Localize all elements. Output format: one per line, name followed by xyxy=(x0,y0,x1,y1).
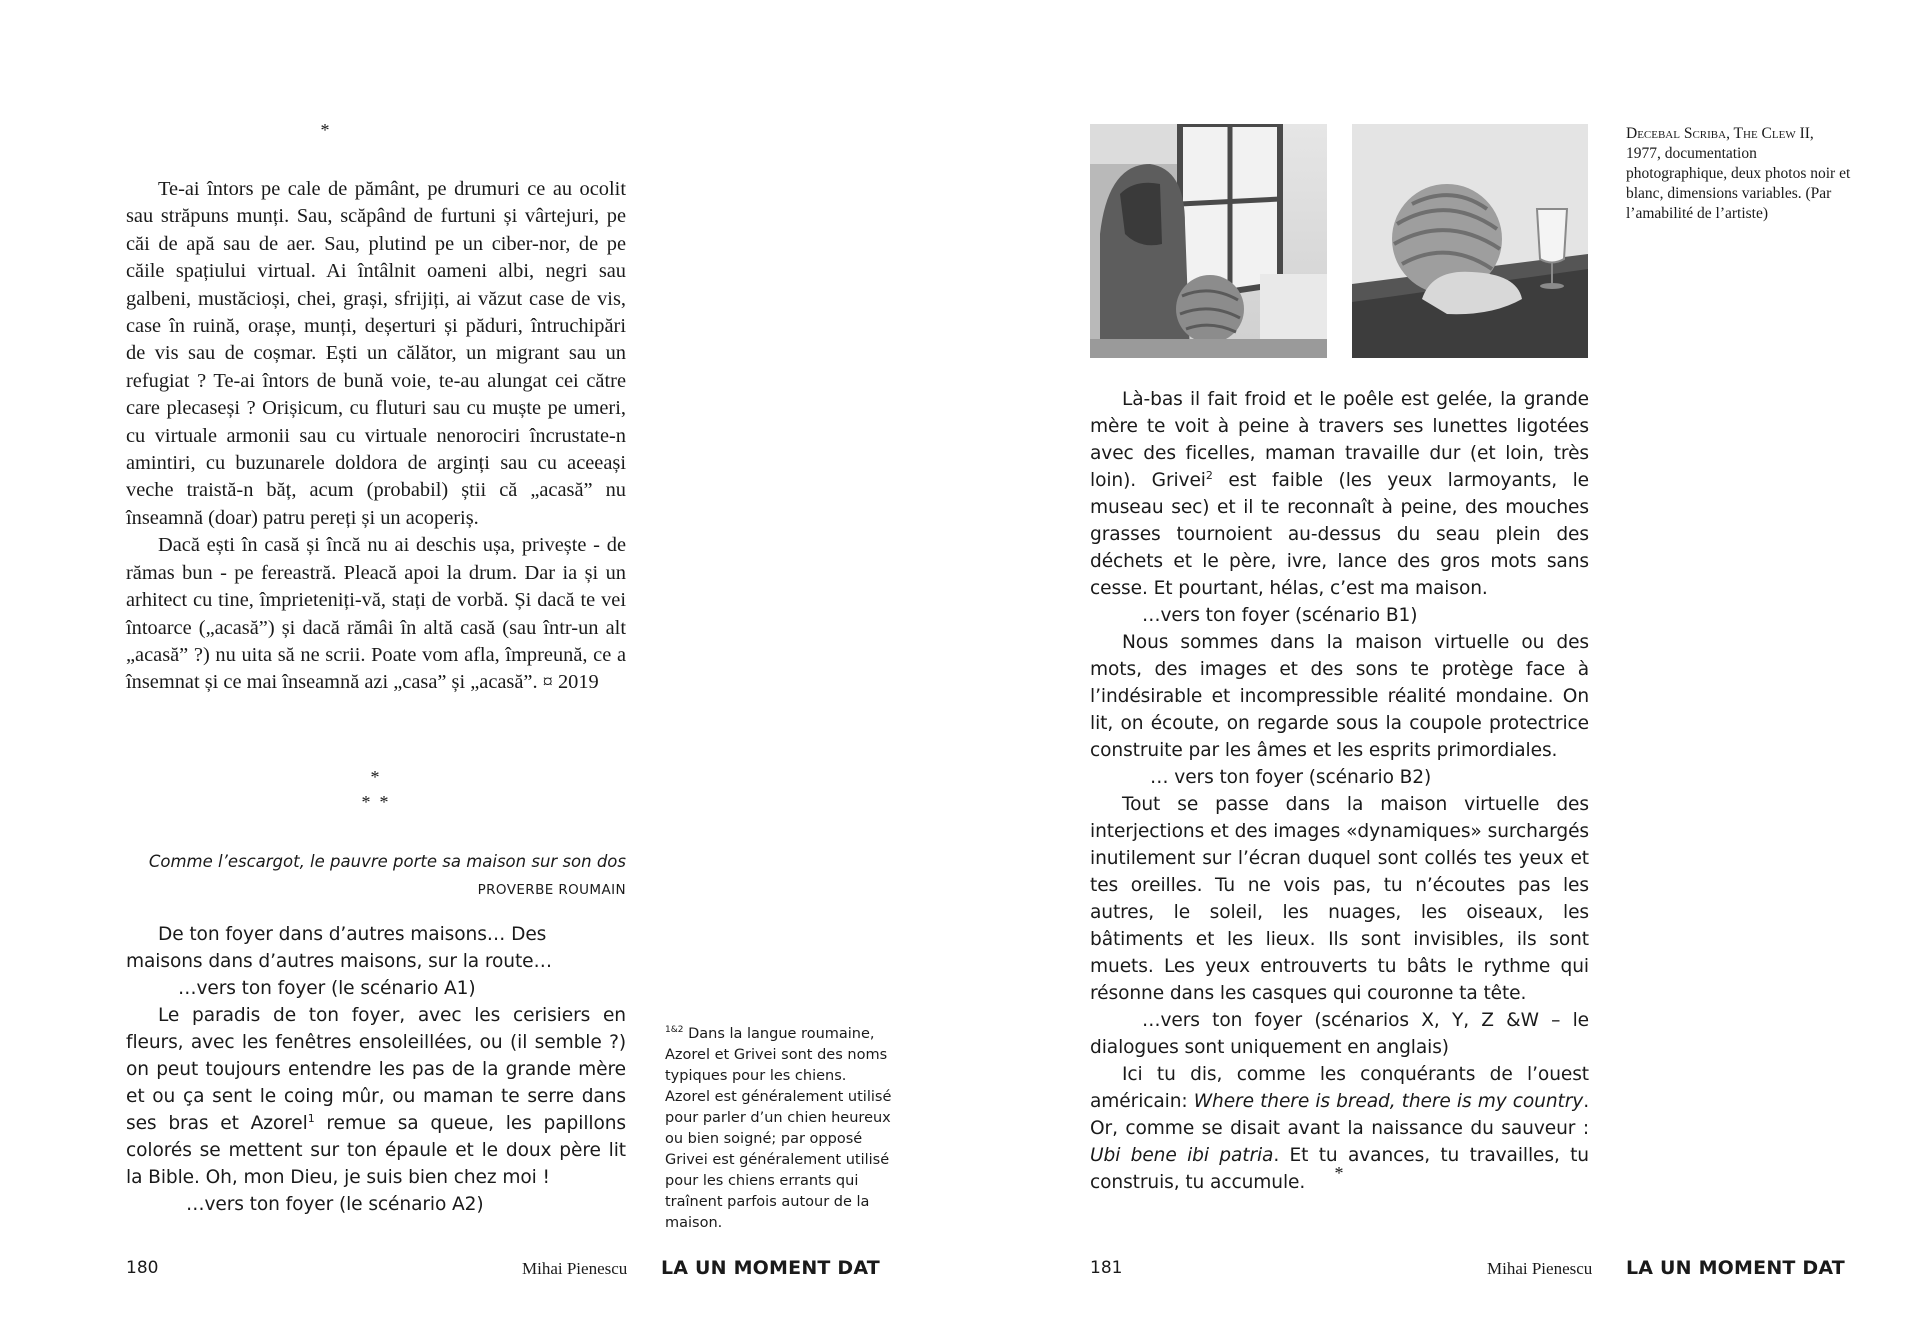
motto-source: PROVERBE ROUMAIN xyxy=(477,882,626,898)
right-running-title: LA UN MOMENT DAT xyxy=(1626,1257,1845,1279)
left-page-number: 180 xyxy=(126,1258,159,1278)
romanian-paragraph-2: Dacă ești în casă și încă nu ai deschis ușa, privește - de rămas bun - pe fereastră. Pleacă apoi la drum. Dar ia și un arhitect cu tine, împrieteniți-vă, stați de vorbă. Și dacă te vei întoarce („acasă”) și dacă rămâi în altă casă (sau într-un alt „acasă” ?) nu uita să ne scrii. Poate vom afla, împreună, ce a însemnat și ce mai înseamnă azi „casa” și „acasă”. ¤ 2019 xyxy=(126,534,626,694)
hooded-figure-window-image xyxy=(1090,124,1327,358)
romanian-text xyxy=(126,176,626,697)
footnote-ref-2: 2 xyxy=(1205,468,1213,482)
right-scenario-xyzw: …vers ton foyer (scénarios X, Y, Z &W – le dialogues sont uniquement en anglais) xyxy=(1090,1010,1589,1058)
latin-quote: Ubi bene ibi patria xyxy=(1090,1145,1274,1166)
left-scenario-a2: …vers ton foyer (le scénario A2) xyxy=(186,1194,484,1215)
footnote-text: Dans la langue roumaine, Azorel et Grivei sont des noms typiques pour les chiens. Azorel est généralement utilisé pour parler d’un chien heureux ou bien soigné; par opposé Grivei est généralement utilisé pour les chiens errants qui traînent parfois autour de la maison. xyxy=(665,1026,892,1231)
motto-quote: Comme l’escargot, le pauvre porte sa maison sur son dos xyxy=(148,852,626,871)
footnote xyxy=(665,1024,893,1234)
left-running-title: LA UN MOMENT DAT xyxy=(661,1257,880,1279)
left-french-paragraph-1: De ton foyer dans d’autres maisons… Des maisons dans d’autres maisons, sur la route… xyxy=(126,924,552,972)
left-running-author: Mihai Pienescu xyxy=(522,1259,628,1278)
right-french-paragraph-3: Tout se passe dans la maison virtuelle des interjections et des images «dynamiques» surchargés inutilement sur l’écran duquel sont collés tes yeux et tes oreilles. Tu ne vois pas, tu n’écoutes pas les autres, le soleil, les nuages, les oiseaux, les bâtiments et les lieux. Ils sont invisibles, ils sont muets. Les yeux entrouverts tu bâts le rythme qui résonne dans les casques qui couronne ta tête. xyxy=(1090,794,1589,1004)
yarn-ball-bread-glass-photo xyxy=(1352,124,1588,358)
section-divider-top: * xyxy=(370,767,380,787)
footnote-ref-1: 1 xyxy=(307,1111,315,1125)
right-page-number: 181 xyxy=(1090,1258,1123,1278)
right-french-paragraph-4: Ici tu dis, comme les conquérants de l’ouest américain: Where there is bread, there is my country. Or, comme se disait avant la naissance du sauveur : Ubi bene ibi patria. Et tu avances, tu travailles, tu construis, tu accumule. xyxy=(1090,1064,1590,1193)
top-star: * xyxy=(320,120,330,140)
right-french-paragraph-2: Nous sommes dans la maison virtuelle ou des mots, des images et des sons te protège face à l’indésirable et incompressible réalité mondaine. On lit, on écoute, on regarde sous la coupole protectrice construite par les âmes et les esprits primordiales. xyxy=(1090,632,1589,761)
romanian-paragraph-1: Te-ai întors pe cale de pământ, pe drumuri ce au ocolit sau străpuns munți. Sau, scăpând de furtuni și vârtejuri, pe căi de apă sau de aer. Sau, plutind pe un ciber-nor, de pe căile spațiului virtual. Ai întâlnit oameni albi, negri sau galbeni, mustăcioși, chei, grași, sfrijiți, ai văzut case de vis, case în ruină, orașe, munți, deșerturi și păduri, întruchipări de vis sau de coșmar. Ești un călător, un migrant sau un refugiat ? Te-ai întors de bună voie, te-au alungat cei către care plecaseși ? Orișicum, cu fluturi sau cu muște pe umeri, cu virtuale armonii sau cu virtuale nenorociri încrustate-n amintiri, cu buzunarele doldora de arginți sau cu aceeași veche traistă-n băț, acum (probabil) știi că „acasă” nu înseamnă (doar) patru pereți și un acoperiș. xyxy=(126,178,626,529)
left-scenario-a1: …vers ton foyer (le scénario A1) xyxy=(178,978,476,999)
right-scenario-b2: … vers ton foyer (scénario B2) xyxy=(1150,767,1432,788)
english-quote: Where there is bread, there is my country xyxy=(1193,1091,1584,1112)
right-scenario-b1: …vers ton foyer (scénario B1) xyxy=(1142,605,1418,626)
right-french-text xyxy=(1090,386,1589,1196)
hooded-figure-window-photo xyxy=(1090,124,1327,358)
section-divider-bottom: * * xyxy=(361,792,389,812)
footnote-mark: 1&2 xyxy=(665,1025,684,1036)
bottom-star: * xyxy=(1334,1163,1344,1183)
motto xyxy=(126,848,626,904)
right-running-author: Mihai Pienescu xyxy=(1487,1259,1593,1278)
photo-caption xyxy=(1626,124,1852,224)
caption-artist-title: Decebal Scriba, The Clew II, xyxy=(1626,125,1814,142)
right-french-paragraph-1: Là-bas il fait froid et le poêle est gelée, la grande mère te voit à peine à travers ses lunettes ligotées avec des ficelles, maman travaille dur (et loin, très loin). Grivei$^2$ est faible (les yeux larmoyants, le museau sec) et il te reconnaît à peine, des mouches grasses tournoient au-dessus du seau plein des déchets et le père, ivre, lance des gros mots sans cesse. Et pourtant, hélas, c’est ma maison. xyxy=(1090,389,1589,599)
yarn-ball-bread-glass-image xyxy=(1352,124,1588,358)
left-french-paragraph-2: Le paradis de ton foyer, avec les cerisiers en fleurs, avec les fenêtres ensoleillées, ou (il semble ?) on peut toujours entendre les pas de la grande mère et ou ça sent le coing mûr, ou maman te serre dans ses bras et Azorel$^1$ remue sa queue, les papillons colorés se mettent sur ton épaule et le doux père lit la Bible. Oh, mon Dieu, je suis bien chez moi ! xyxy=(126,1005,626,1188)
left-french-text xyxy=(126,921,626,1218)
caption-details: 1977, documentation photographique, deux photos noir et blanc, dimensions variables. (Par l’amabilité de l’artiste) xyxy=(1626,145,1851,222)
